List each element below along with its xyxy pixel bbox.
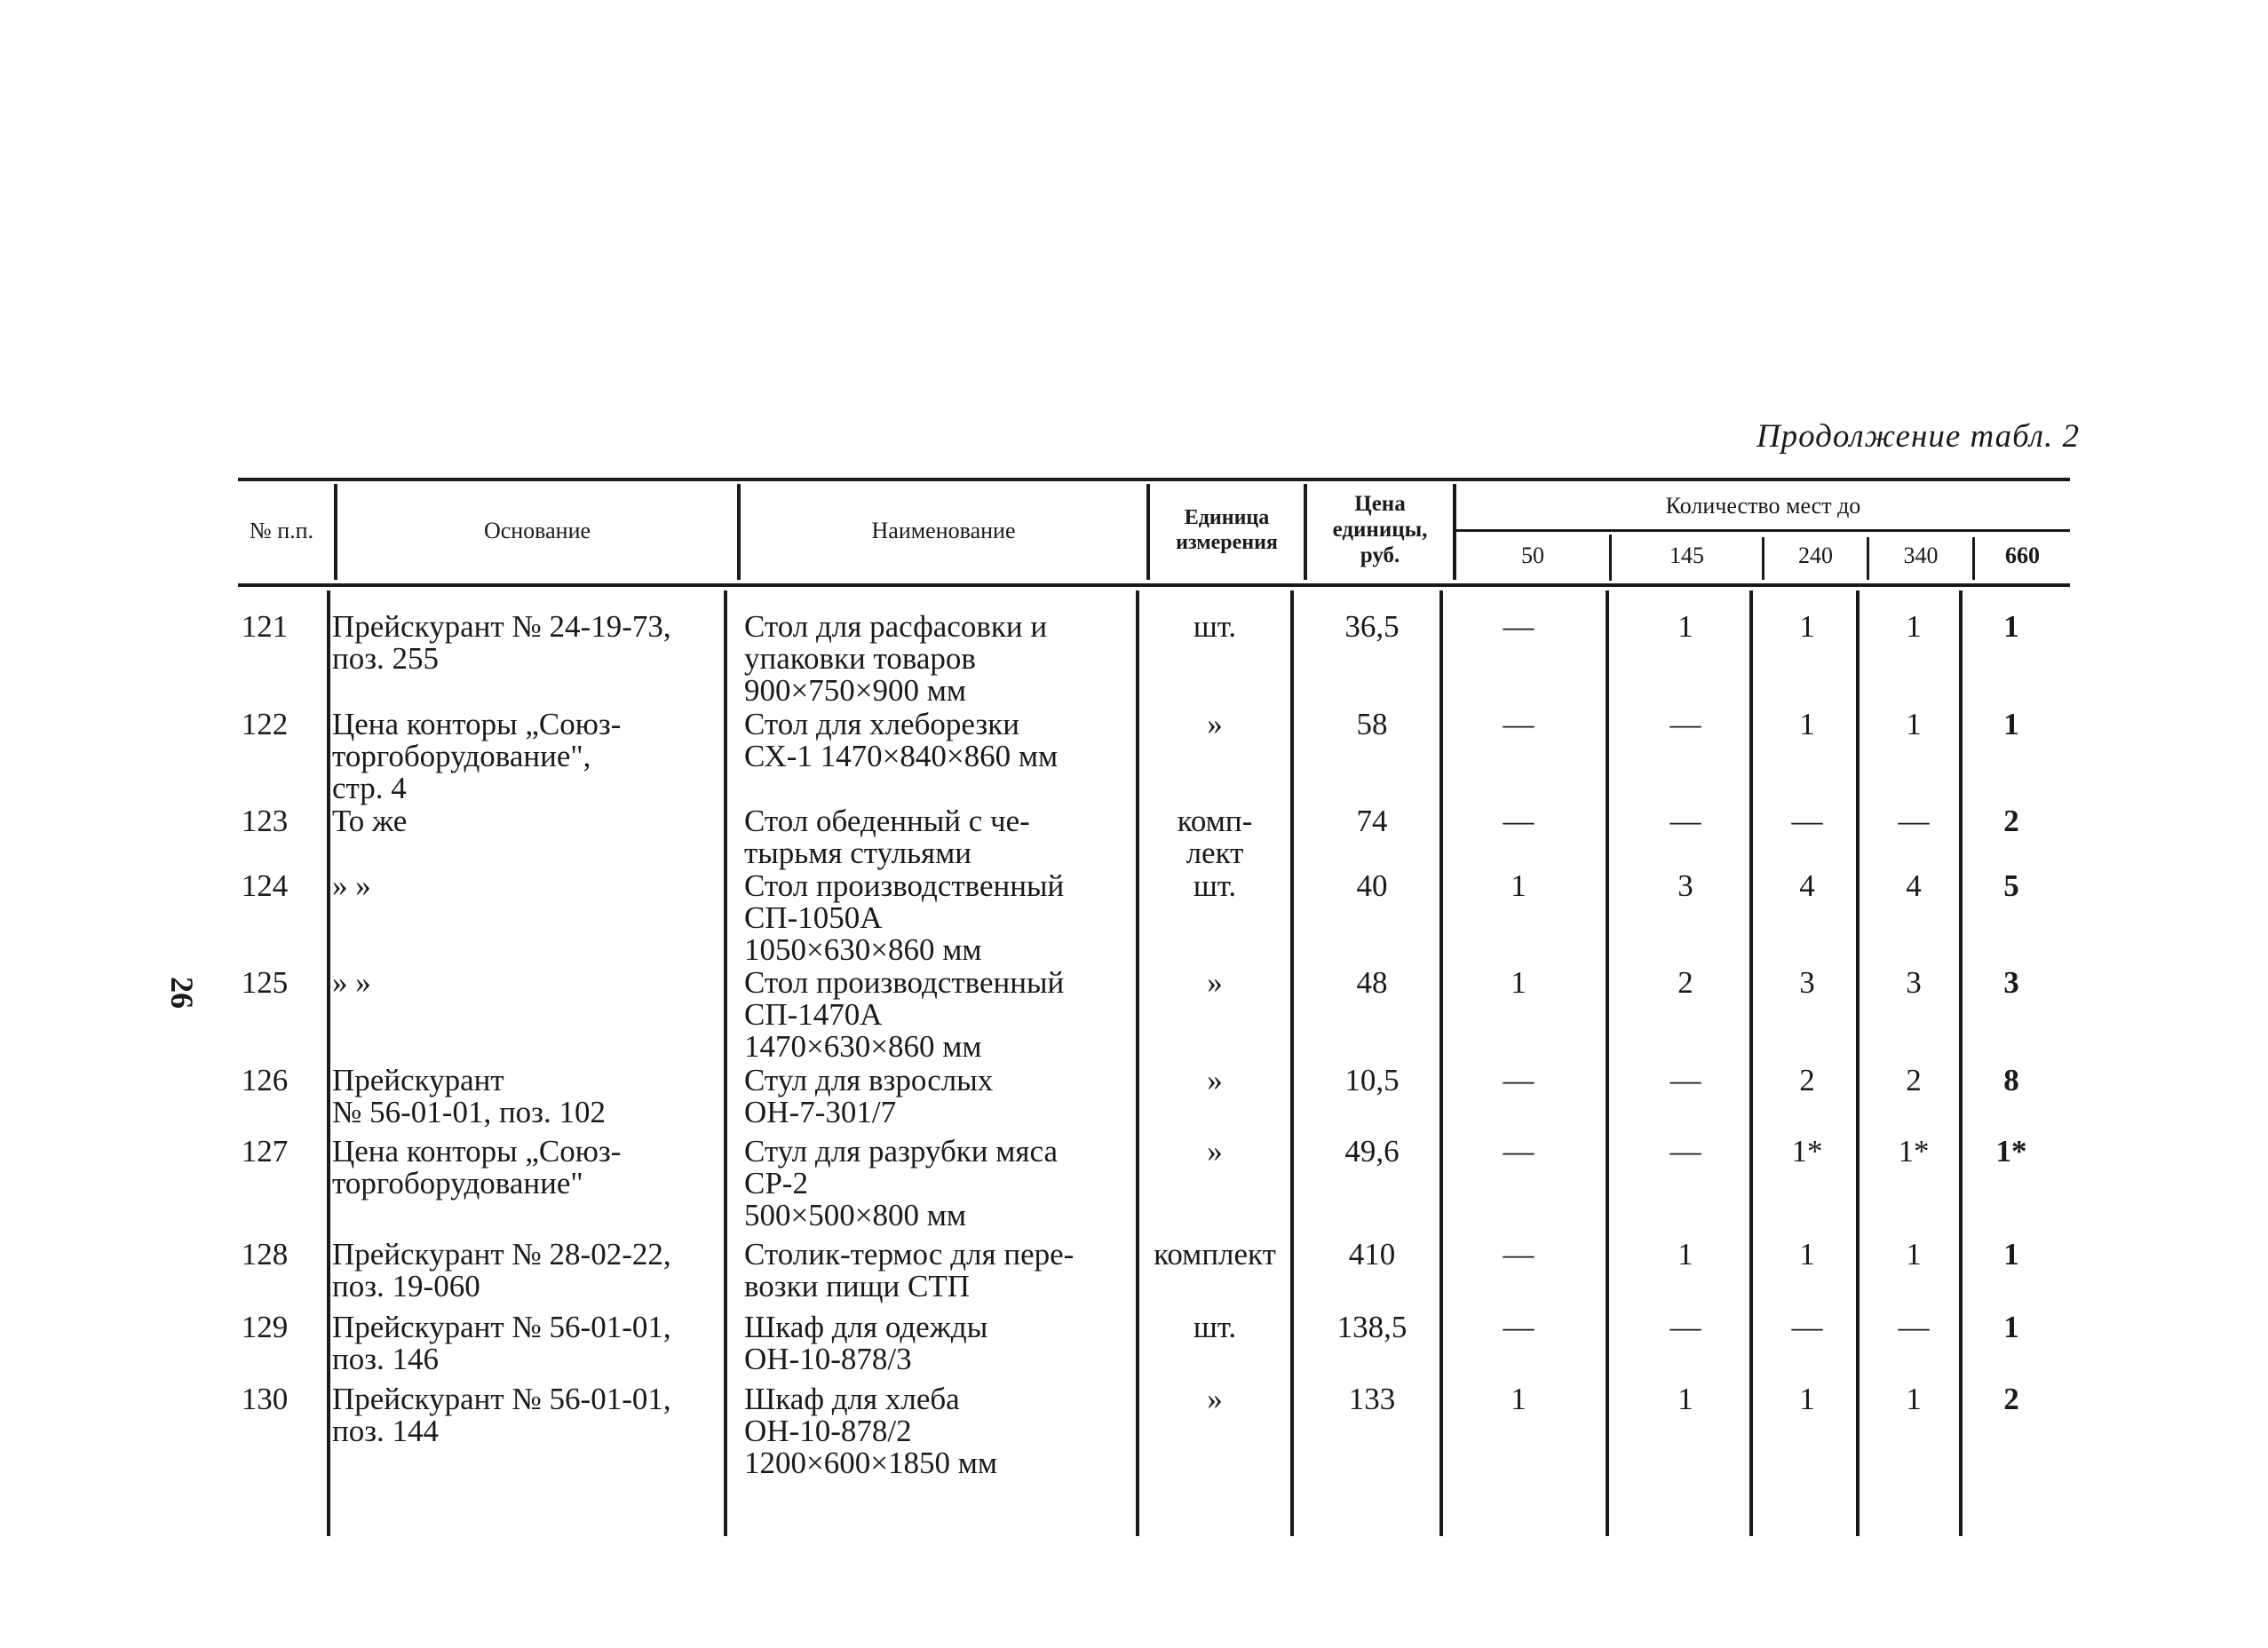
row-price: [1301, 1065, 1443, 1097]
row-qty-0: [1465, 1136, 1572, 1168]
row-basis: [332, 1311, 718, 1375]
row-name-line: 900×750×900 мм: [744, 673, 967, 708]
qty-header-rule: [1456, 529, 2070, 532]
row-qty-1: [1632, 805, 1739, 837]
row-number-line: 127: [241, 1134, 289, 1169]
header-name: Наименование: [871, 517, 1016, 543]
row-basis-line: Прейскурант: [332, 1063, 504, 1097]
row-qty-2-line: 1: [1799, 707, 1815, 741]
row-basis: [332, 967, 718, 999]
row-unit-line: »: [1207, 707, 1223, 741]
row-unit: [1139, 1383, 1290, 1415]
row-number-line: 130: [241, 1382, 289, 1416]
row-qty-2-line: 1: [1799, 609, 1815, 644]
row-price: [1301, 1311, 1443, 1343]
row-basis-line: поз. 144: [332, 1414, 440, 1448]
row-qty-4: [1958, 1065, 2065, 1097]
row-name: [744, 870, 1133, 966]
row-price-line: 10,5: [1344, 1063, 1400, 1097]
row-qty-3: [1860, 1383, 1967, 1415]
row-price-line: 36,5: [1344, 609, 1400, 644]
row-qty-2: [1754, 611, 1860, 643]
row-qty-3: [1860, 967, 1967, 999]
header-price: Цена единицы, руб.: [1332, 492, 1428, 567]
row-name-line: Стул для взрослых: [744, 1063, 994, 1097]
row-basis-line: стр. 4: [332, 771, 407, 805]
row-qty-1-line: 1: [1677, 1382, 1693, 1416]
row-name: [744, 805, 1133, 869]
row-qty-1-line: —: [1669, 1063, 1701, 1097]
table-row: [0, 609, 2268, 708]
row-basis: [332, 709, 718, 804]
row-qty-4: [1958, 967, 2065, 999]
row-name-line: СП-1470А: [744, 997, 883, 1032]
row-qty-0: [1465, 611, 1572, 643]
row-basis-line: То же: [332, 804, 408, 838]
row-qty-2-line: 2: [1799, 1063, 1815, 1097]
row-name: [744, 967, 1133, 1063]
row-basis: [332, 611, 718, 675]
row-qty-2: [1754, 1311, 1860, 1343]
header-qty-col: 240: [1798, 543, 1833, 568]
row-qty-2-line: 1: [1799, 1237, 1815, 1272]
row-unit: [1139, 611, 1290, 643]
row-qty-3: [1860, 1136, 1967, 1168]
header-qty-col: 340: [1903, 543, 1939, 568]
row-qty-1-line: —: [1669, 804, 1701, 838]
row-name: [744, 1065, 1133, 1129]
row-basis-line: Прейскурант № 28-02-22,: [332, 1237, 671, 1272]
row-unit-line: шт.: [1193, 1310, 1237, 1344]
row-qty-0: [1465, 870, 1572, 902]
row-name-line: 1470×630×860 мм: [744, 1029, 982, 1064]
row-qty-1: [1632, 870, 1739, 902]
row-name-line: возки пищи СТП: [744, 1269, 970, 1303]
row-basis-line: Прейскурант № 56-01-01,: [332, 1382, 671, 1416]
row-qty-3-line: —: [1898, 1310, 1930, 1344]
row-qty-2: [1754, 709, 1860, 741]
row-unit: [1139, 870, 1290, 902]
column-divider: [737, 484, 741, 580]
row-qty-4: [1958, 709, 2065, 741]
row-price-line: 40: [1356, 868, 1388, 903]
row-price: [1301, 1136, 1443, 1168]
row-name-line: СР-2: [744, 1166, 808, 1200]
row-qty-1: [1632, 1065, 1739, 1097]
row-basis-line: № 56-01-01, поз. 102: [332, 1095, 607, 1129]
row-qty-1-line: 2: [1677, 965, 1693, 1000]
row-unit: [1139, 805, 1290, 869]
row-name-line: ОН-7-301/7: [744, 1095, 897, 1129]
row-qty-2-line: —: [1791, 804, 1823, 838]
row-unit-line: »: [1207, 1382, 1223, 1416]
row-number: [220, 1065, 309, 1097]
row-qty-3-line: 1*: [1898, 1134, 1930, 1169]
row-basis: [332, 1383, 718, 1447]
row-price: [1301, 805, 1443, 837]
row-basis-line: поз. 19-060: [332, 1269, 480, 1303]
row-name-line: 1200×600×1850 мм: [744, 1446, 998, 1480]
row-unit-line: »: [1207, 1063, 1223, 1097]
row-qty-0-line: —: [1503, 1134, 1534, 1169]
row-name-line: тырьмя стульями: [744, 836, 972, 870]
row-name-line: СП-1050А: [744, 900, 883, 935]
table-row: [0, 1382, 2268, 1480]
row-unit: [1139, 1239, 1290, 1271]
row-qty-0: [1465, 1311, 1572, 1343]
row-name-line: Столик-термос для пере-: [744, 1237, 1075, 1272]
row-price-line: 410: [1348, 1237, 1396, 1272]
header-qty: Количество мест до: [1665, 493, 1861, 519]
row-number: [220, 709, 309, 741]
row-qty-4-line: 1: [2003, 707, 2019, 741]
row-unit-line: лект: [1186, 836, 1244, 870]
row-qty-3-line: —: [1898, 804, 1930, 838]
row-name-line: СХ-1 1470×840×860 мм: [744, 739, 1059, 773]
row-qty-0-line: —: [1503, 1063, 1534, 1097]
row-qty-3-line: 2: [1906, 1063, 1922, 1097]
row-qty-3: [1860, 870, 1967, 902]
row-number-line: 129: [241, 1310, 289, 1344]
row-qty-4-line: 1: [2003, 609, 2019, 644]
row-qty-4-line: 2: [2003, 1382, 2019, 1416]
row-qty-1: [1632, 967, 1739, 999]
row-qty-3-line: 1: [1906, 707, 1922, 741]
row-basis-line: Цена конторы „Союз-: [332, 707, 622, 741]
row-qty-0-line: 1: [1511, 965, 1527, 1000]
row-qty-0-line: —: [1503, 609, 1534, 644]
row-number: [220, 1383, 309, 1415]
row-qty-0: [1465, 1383, 1572, 1415]
row-name-line: ОН-10-878/3: [744, 1342, 912, 1376]
row-qty-4-line: 8: [2003, 1063, 2019, 1097]
header-qty-col: 50: [1521, 543, 1544, 568]
row-price-line: 138,5: [1336, 1310, 1408, 1344]
row-basis-line: поз. 146: [332, 1342, 440, 1376]
row-name-line: 500×500×800 мм: [744, 1198, 967, 1232]
row-name-line: Стол для хлеборезки: [744, 707, 1019, 741]
row-qty-1-line: 3: [1677, 868, 1693, 903]
row-number-line: 124: [241, 868, 289, 903]
row-qty-4: [1958, 1383, 2065, 1415]
row-qty-4: [1958, 870, 2065, 902]
table-row: [0, 965, 2268, 1064]
row-qty-4-line: 1*: [1995, 1134, 2027, 1169]
row-unit-line: »: [1207, 965, 1223, 1000]
row-name-line: Стол обеденный с че-: [744, 804, 1030, 838]
row-qty-2: [1754, 870, 1860, 902]
row-number: [220, 1239, 309, 1271]
column-divider: [1146, 484, 1150, 580]
row-price: [1301, 1383, 1443, 1415]
row-number-line: 122: [241, 707, 289, 741]
row-qty-3-line: 4: [1906, 868, 1922, 903]
row-unit-line: шт.: [1193, 868, 1237, 903]
row-qty-1: [1632, 709, 1739, 741]
header-num: № п.п.: [249, 517, 314, 543]
row-basis: [332, 1239, 718, 1303]
row-qty-3: [1860, 1065, 1967, 1097]
row-qty-1: [1632, 1383, 1739, 1415]
row-unit-line: комп-: [1177, 804, 1253, 838]
row-qty-0-line: —: [1503, 1237, 1534, 1272]
row-qty-4: [1958, 1311, 2065, 1343]
row-qty-3-line: 1: [1906, 609, 1922, 644]
row-qty-1: [1632, 611, 1739, 643]
row-name-line: ОН-10-878/2: [744, 1414, 912, 1448]
row-unit: [1139, 709, 1290, 741]
row-price: [1301, 870, 1443, 902]
row-number: [220, 967, 309, 999]
row-qty-2-line: 1: [1799, 1382, 1815, 1416]
row-name-line: Стол производственный: [744, 868, 1065, 903]
table-top-rule: [238, 478, 2070, 481]
row-number-line: 123: [241, 804, 289, 838]
row-basis-line: » »: [332, 965, 371, 1000]
row-qty-4-line: 2: [2003, 804, 2019, 838]
row-basis-line: поз. 255: [332, 641, 440, 676]
row-qty-3: [1860, 1239, 1967, 1271]
row-qty-1: [1632, 1311, 1739, 1343]
row-basis-line: торгоборудование": [332, 1166, 583, 1200]
row-qty-1-line: 1: [1677, 1237, 1693, 1272]
page-number: 26: [164, 977, 200, 1009]
row-price: [1301, 1239, 1443, 1271]
row-qty-4: [1958, 805, 2065, 837]
row-price-line: 48: [1356, 965, 1388, 1000]
row-qty-2: [1754, 1136, 1860, 1168]
row-price-line: 133: [1348, 1382, 1396, 1416]
row-qty-1-line: —: [1669, 1310, 1701, 1344]
row-name-line: Шкаф для одежды: [744, 1310, 988, 1344]
row-qty-4: [1958, 1239, 2065, 1271]
row-basis-line: торгоборудование",: [332, 739, 591, 773]
row-qty-2-line: 1*: [1791, 1134, 1823, 1169]
row-qty-1: [1632, 1239, 1739, 1271]
row-price-line: 74: [1356, 804, 1388, 838]
row-qty-4: [1958, 611, 2065, 643]
row-qty-2: [1754, 1239, 1860, 1271]
row-qty-3-line: 1: [1906, 1237, 1922, 1272]
column-divider: [1304, 484, 1307, 580]
row-qty-0-line: —: [1503, 1310, 1534, 1344]
row-name: [744, 611, 1133, 707]
row-qty-3: [1860, 1311, 1967, 1343]
row-qty-2: [1754, 1065, 1860, 1097]
row-basis-line: » »: [332, 868, 371, 903]
row-basis-line: Прейскурант № 24-19-73,: [332, 609, 671, 644]
row-number: [220, 805, 309, 837]
header-qty-col: 145: [1669, 543, 1704, 568]
row-price: [1301, 611, 1443, 643]
row-qty-2-line: 4: [1799, 868, 1815, 903]
row-qty-2-line: —: [1791, 1310, 1823, 1344]
row-number-line: 128: [241, 1237, 289, 1272]
row-qty-1-line: 1: [1677, 609, 1693, 644]
row-name: [744, 1311, 1133, 1375]
row-price-line: 58: [1356, 707, 1388, 741]
column-divider: [334, 484, 337, 580]
row-basis-line: Цена конторы „Союз-: [332, 1134, 622, 1169]
row-number-line: 126: [241, 1063, 289, 1097]
table-caption: Продолжение табл. 2: [1756, 418, 2080, 455]
row-qty-2: [1754, 805, 1860, 837]
row-qty-3: [1860, 709, 1967, 741]
row-qty-0: [1465, 1239, 1572, 1271]
row-qty-3-line: 3: [1906, 965, 1922, 1000]
row-qty-4-line: 5: [2003, 868, 2019, 903]
row-name: [744, 1136, 1133, 1232]
row-qty-4-line: 1: [2003, 1310, 2019, 1344]
row-basis-line: Прейскурант № 56-01-01,: [332, 1310, 671, 1344]
row-qty-0-line: —: [1503, 707, 1534, 741]
row-number: [220, 1311, 309, 1343]
header-basis: Основание: [483, 517, 591, 543]
row-qty-3-line: 1: [1906, 1382, 1922, 1416]
row-basis: [332, 805, 718, 837]
row-name-line: Шкаф для хлеба: [744, 1382, 960, 1416]
row-qty-0: [1465, 1065, 1572, 1097]
row-unit-line: »: [1207, 1134, 1223, 1169]
row-unit: [1139, 1136, 1290, 1168]
row-qty-0: [1465, 967, 1572, 999]
row-price-line: 49,6: [1344, 1134, 1400, 1169]
row-qty-3: [1860, 611, 1967, 643]
row-name-line: Стул для разрубки мяса: [744, 1134, 1058, 1169]
header-unit: Единица измерения: [1176, 505, 1278, 554]
header-qty-col: 660: [2005, 543, 2040, 568]
row-basis: [332, 870, 718, 902]
row-qty-4-line: 1: [2003, 1237, 2019, 1272]
row-qty-1: [1632, 1136, 1739, 1168]
row-name-line: упаковки товаров: [744, 641, 976, 676]
row-name-line: 1050×630×860 мм: [744, 932, 982, 967]
row-qty-0: [1465, 805, 1572, 837]
row-unit: [1139, 1311, 1290, 1343]
row-qty-0-line: 1: [1511, 1382, 1527, 1416]
row-qty-0-line: 1: [1511, 868, 1527, 903]
row-unit-line: комплект: [1154, 1237, 1276, 1272]
row-qty-0-line: —: [1503, 804, 1534, 838]
row-name: [744, 1239, 1133, 1303]
row-number: [220, 1136, 309, 1168]
row-qty-1-line: —: [1669, 707, 1701, 741]
row-price: [1301, 709, 1443, 741]
row-number: [220, 611, 309, 643]
row-qty-0: [1465, 709, 1572, 741]
row-name-line: Стол производственный: [744, 965, 1065, 1000]
row-unit: [1139, 967, 1290, 999]
table-row: [0, 868, 2268, 967]
row-qty-1-line: —: [1669, 1134, 1701, 1169]
row-number-line: 121: [241, 609, 289, 644]
row-basis: [332, 1065, 718, 1129]
row-name-line: Стол для расфасовки и: [744, 609, 1048, 644]
row-qty-4-line: 3: [2003, 965, 2019, 1000]
row-number-line: 125: [241, 965, 289, 1000]
row-unit: [1139, 1065, 1290, 1097]
row-qty-3: [1860, 805, 1967, 837]
row-qty-2: [1754, 1383, 1860, 1415]
row-number: [220, 870, 309, 902]
table-row: [0, 1134, 2268, 1232]
row-price: [1301, 967, 1443, 999]
row-qty-2: [1754, 967, 1860, 999]
table-row: [0, 707, 2268, 805]
row-qty-2-line: 3: [1799, 965, 1815, 1000]
row-qty-4: [1958, 1136, 2065, 1168]
row-unit-line: шт.: [1193, 609, 1237, 644]
row-basis: [332, 1136, 718, 1200]
row-name: [744, 709, 1133, 772]
header-bottom-rule: [238, 583, 2070, 587]
row-name: [744, 1383, 1133, 1479]
